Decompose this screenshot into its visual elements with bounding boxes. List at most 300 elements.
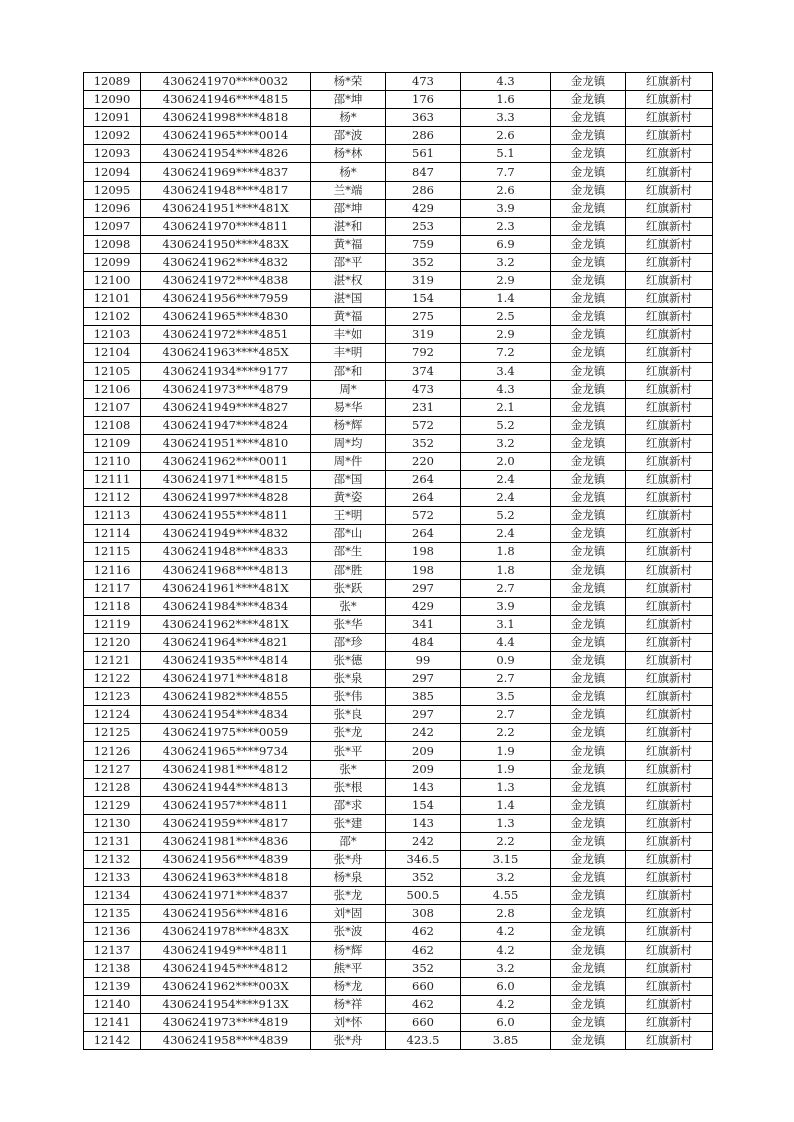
town-cell: 金龙镇	[551, 869, 626, 887]
name-cell: 张*跃	[311, 579, 386, 597]
town-cell: 金龙镇	[551, 941, 626, 959]
serial-number-cell: 12115	[84, 543, 141, 561]
serial-number-cell: 12102	[84, 308, 141, 326]
name-cell: 杨*泉	[311, 869, 386, 887]
amount-cell: 500.5	[386, 887, 461, 905]
town-cell: 金龙镇	[551, 633, 626, 651]
town-cell: 金龙镇	[551, 615, 626, 633]
village-cell: 红旗新村	[626, 471, 713, 489]
serial-number-cell: 12107	[84, 398, 141, 416]
amount-cell: 346.5	[386, 851, 461, 869]
table-row	[84, 778, 713, 796]
id-number-cell: 4306241948****4817	[141, 181, 311, 199]
value-cell: 3.3	[461, 109, 551, 127]
id-number-cell: 4306241950****483X	[141, 235, 311, 253]
serial-number-cell: 12098	[84, 235, 141, 253]
serial-number-cell: 12141	[84, 1013, 141, 1031]
village-cell: 红旗新村	[626, 724, 713, 742]
value-cell: 3.2	[461, 253, 551, 271]
value-cell: 2.4	[461, 489, 551, 507]
town-cell: 金龙镇	[551, 163, 626, 181]
id-number-cell: 4306241954****4826	[141, 145, 311, 163]
table-row	[84, 995, 713, 1013]
amount-cell: 352	[386, 253, 461, 271]
value-cell: 1.9	[461, 760, 551, 778]
town-cell: 金龙镇	[551, 290, 626, 308]
town-cell: 金龙镇	[551, 127, 626, 145]
town-cell: 金龙镇	[551, 507, 626, 525]
village-cell: 红旗新村	[626, 796, 713, 814]
table-row	[84, 272, 713, 290]
serial-number-cell: 12129	[84, 796, 141, 814]
id-number-cell: 4306241971****4815	[141, 471, 311, 489]
table-row	[84, 253, 713, 271]
id-number-cell: 4306241946****4815	[141, 91, 311, 109]
table-row	[84, 832, 713, 850]
amount-cell: 572	[386, 507, 461, 525]
town-cell: 金龙镇	[551, 1013, 626, 1031]
value-cell: 1.8	[461, 561, 551, 579]
town-cell: 金龙镇	[551, 851, 626, 869]
village-cell: 红旗新村	[626, 832, 713, 850]
town-cell: 金龙镇	[551, 326, 626, 344]
name-cell: 张*龙	[311, 887, 386, 905]
name-cell: 熊*平	[311, 959, 386, 977]
value-cell: 4.55	[461, 887, 551, 905]
name-cell: 张*	[311, 760, 386, 778]
name-cell: 丰*如	[311, 326, 386, 344]
value-cell: 7.2	[461, 344, 551, 362]
name-cell: 张*波	[311, 923, 386, 941]
name-cell: 邵*山	[311, 525, 386, 543]
amount-cell: 429	[386, 597, 461, 615]
table-row	[84, 796, 713, 814]
table-row	[84, 380, 713, 398]
amount-cell: 209	[386, 760, 461, 778]
village-cell: 红旗新村	[626, 633, 713, 651]
town-cell: 金龙镇	[551, 597, 626, 615]
value-cell: 4.3	[461, 73, 551, 91]
amount-cell: 198	[386, 561, 461, 579]
table-row	[84, 615, 713, 633]
value-cell: 2.5	[461, 308, 551, 326]
table-row	[84, 326, 713, 344]
value-cell: 2.2	[461, 724, 551, 742]
id-number-cell: 4306241956****7959	[141, 290, 311, 308]
id-number-cell: 4306241947****4824	[141, 416, 311, 434]
serial-number-cell: 12123	[84, 688, 141, 706]
value-cell: 2.6	[461, 127, 551, 145]
amount-cell: 264	[386, 525, 461, 543]
serial-number-cell: 12138	[84, 959, 141, 977]
village-cell: 红旗新村	[626, 91, 713, 109]
name-cell: 邵*胜	[311, 561, 386, 579]
table-row	[84, 489, 713, 507]
amount-cell: 297	[386, 706, 461, 724]
table-row	[84, 73, 713, 91]
village-cell: 红旗新村	[626, 290, 713, 308]
table-row	[84, 290, 713, 308]
amount-cell: 209	[386, 742, 461, 760]
id-number-cell: 4306241982****4855	[141, 688, 311, 706]
amount-cell: 385	[386, 688, 461, 706]
table-row	[84, 652, 713, 670]
town-cell: 金龙镇	[551, 543, 626, 561]
serial-number-cell: 12105	[84, 362, 141, 380]
table-row	[84, 724, 713, 742]
town-cell: 金龙镇	[551, 308, 626, 326]
serial-number-cell: 12093	[84, 145, 141, 163]
value-cell: 4.2	[461, 923, 551, 941]
name-cell: 张*龙	[311, 724, 386, 742]
serial-number-cell: 12131	[84, 832, 141, 850]
amount-cell: 484	[386, 633, 461, 651]
table-row	[84, 869, 713, 887]
value-cell: 4.4	[461, 633, 551, 651]
id-number-cell: 4306241970****4811	[141, 217, 311, 235]
village-cell: 红旗新村	[626, 253, 713, 271]
table-row	[84, 163, 713, 181]
value-cell: 1.3	[461, 814, 551, 832]
name-cell: 王*明	[311, 507, 386, 525]
serial-number-cell: 12125	[84, 724, 141, 742]
town-cell: 金龙镇	[551, 525, 626, 543]
name-cell: 邵*波	[311, 127, 386, 145]
id-number-cell: 4306241955****4811	[141, 507, 311, 525]
value-cell: 5.2	[461, 416, 551, 434]
table-row	[84, 217, 713, 235]
table-row	[84, 688, 713, 706]
table-row	[84, 525, 713, 543]
id-number-cell: 4306241962****4832	[141, 253, 311, 271]
value-cell: 1.9	[461, 742, 551, 760]
value-cell: 3.4	[461, 362, 551, 380]
id-number-cell: 4306241978****483X	[141, 923, 311, 941]
table-row	[84, 597, 713, 615]
name-cell: 黄*福	[311, 308, 386, 326]
amount-cell: 242	[386, 724, 461, 742]
serial-number-cell: 12104	[84, 344, 141, 362]
amount-cell: 308	[386, 905, 461, 923]
village-cell: 红旗新村	[626, 615, 713, 633]
serial-number-cell: 12119	[84, 615, 141, 633]
village-cell: 红旗新村	[626, 1031, 713, 1049]
serial-number-cell: 12099	[84, 253, 141, 271]
id-number-cell: 4306241965****9734	[141, 742, 311, 760]
name-cell: 张*舟	[311, 1031, 386, 1049]
amount-cell: 231	[386, 398, 461, 416]
town-cell: 金龙镇	[551, 832, 626, 850]
serial-number-cell: 12100	[84, 272, 141, 290]
village-cell: 红旗新村	[626, 73, 713, 91]
serial-number-cell: 12128	[84, 778, 141, 796]
value-cell: 2.4	[461, 525, 551, 543]
village-cell: 红旗新村	[626, 851, 713, 869]
amount-cell: 198	[386, 543, 461, 561]
id-number-cell: 4306241959****4817	[141, 814, 311, 832]
village-cell: 红旗新村	[626, 941, 713, 959]
value-cell: 3.2	[461, 869, 551, 887]
village-cell: 红旗新村	[626, 181, 713, 199]
town-cell: 金龙镇	[551, 344, 626, 362]
value-cell: 3.2	[461, 434, 551, 452]
name-cell: 黄*姿	[311, 489, 386, 507]
value-cell: 2.4	[461, 471, 551, 489]
serial-number-cell: 12108	[84, 416, 141, 434]
town-cell: 金龙镇	[551, 778, 626, 796]
table-row	[84, 199, 713, 217]
serial-number-cell: 12135	[84, 905, 141, 923]
name-cell: 兰*端	[311, 181, 386, 199]
village-cell: 红旗新村	[626, 652, 713, 670]
serial-number-cell: 12117	[84, 579, 141, 597]
value-cell: 1.4	[461, 796, 551, 814]
amount-cell: 319	[386, 272, 461, 290]
amount-cell: 253	[386, 217, 461, 235]
name-cell: 杨*林	[311, 145, 386, 163]
village-cell: 红旗新村	[626, 597, 713, 615]
name-cell: 张*建	[311, 814, 386, 832]
table-row	[84, 416, 713, 434]
name-cell: 周*件	[311, 452, 386, 470]
value-cell: 6.0	[461, 977, 551, 995]
amount-cell: 319	[386, 326, 461, 344]
village-cell: 红旗新村	[626, 760, 713, 778]
serial-number-cell: 12106	[84, 380, 141, 398]
table-row	[84, 109, 713, 127]
village-cell: 红旗新村	[626, 742, 713, 760]
name-cell: 邵*和	[311, 362, 386, 380]
village-cell: 红旗新村	[626, 507, 713, 525]
serial-number-cell: 12095	[84, 181, 141, 199]
serial-number-cell: 12127	[84, 760, 141, 778]
value-cell: 1.3	[461, 778, 551, 796]
table-row	[84, 941, 713, 959]
village-cell: 红旗新村	[626, 869, 713, 887]
serial-number-cell: 12096	[84, 199, 141, 217]
village-cell: 红旗新村	[626, 434, 713, 452]
village-cell: 红旗新村	[626, 814, 713, 832]
table-row	[84, 362, 713, 380]
id-number-cell: 4306241969****4837	[141, 163, 311, 181]
id-number-cell: 4306241964****4821	[141, 633, 311, 651]
value-cell: 6.9	[461, 235, 551, 253]
serial-number-cell: 12130	[84, 814, 141, 832]
serial-number-cell: 12110	[84, 452, 141, 470]
table-row	[84, 181, 713, 199]
id-number-cell: 4306241954****4834	[141, 706, 311, 724]
table-row	[84, 670, 713, 688]
amount-cell: 286	[386, 181, 461, 199]
amount-cell: 176	[386, 91, 461, 109]
table-row	[84, 308, 713, 326]
town-cell: 金龙镇	[551, 398, 626, 416]
village-cell: 红旗新村	[626, 977, 713, 995]
id-number-cell: 4306241948****4833	[141, 543, 311, 561]
id-number-cell: 4306241998****4818	[141, 109, 311, 127]
name-cell: 邵*生	[311, 543, 386, 561]
value-cell: 2.9	[461, 272, 551, 290]
serial-number-cell: 12111	[84, 471, 141, 489]
table-row	[84, 91, 713, 109]
village-cell: 红旗新村	[626, 905, 713, 923]
table-row	[84, 543, 713, 561]
name-cell: 邵*坤	[311, 91, 386, 109]
amount-cell: 473	[386, 73, 461, 91]
table-row	[84, 127, 713, 145]
serial-number-cell: 12118	[84, 597, 141, 615]
id-number-cell: 4306241956****4816	[141, 905, 311, 923]
table-row	[84, 814, 713, 832]
amount-cell: 462	[386, 923, 461, 941]
amount-cell: 462	[386, 995, 461, 1013]
id-number-cell: 4306241973****4879	[141, 380, 311, 398]
town-cell: 金龙镇	[551, 471, 626, 489]
table-row	[84, 905, 713, 923]
serial-number-cell: 12136	[84, 923, 141, 941]
id-number-cell: 4306241973****4819	[141, 1013, 311, 1031]
name-cell: 杨*辉	[311, 941, 386, 959]
town-cell: 金龙镇	[551, 73, 626, 91]
town-cell: 金龙镇	[551, 181, 626, 199]
town-cell: 金龙镇	[551, 199, 626, 217]
village-cell: 红旗新村	[626, 543, 713, 561]
name-cell: 湛*和	[311, 217, 386, 235]
name-cell: 刘*固	[311, 905, 386, 923]
name-cell: 张*根	[311, 778, 386, 796]
value-cell: 3.1	[461, 615, 551, 633]
id-number-cell: 4306241951****481X	[141, 199, 311, 217]
name-cell: 刘*怀	[311, 1013, 386, 1031]
id-number-cell: 4306241975****0059	[141, 724, 311, 742]
id-number-cell: 4306241963****485X	[141, 344, 311, 362]
serial-number-cell: 12101	[84, 290, 141, 308]
town-cell: 金龙镇	[551, 561, 626, 579]
id-number-cell: 4306241984****4834	[141, 597, 311, 615]
serial-number-cell: 12142	[84, 1031, 141, 1049]
town-cell: 金龙镇	[551, 742, 626, 760]
amount-cell: 220	[386, 452, 461, 470]
id-number-cell: 4306241981****4812	[141, 760, 311, 778]
id-number-cell: 4306241981****4836	[141, 832, 311, 850]
amount-cell: 473	[386, 380, 461, 398]
village-cell: 红旗新村	[626, 416, 713, 434]
village-cell: 红旗新村	[626, 326, 713, 344]
town-cell: 金龙镇	[551, 959, 626, 977]
village-cell: 红旗新村	[626, 127, 713, 145]
serial-number-cell: 12092	[84, 127, 141, 145]
table-row	[84, 1031, 713, 1049]
name-cell: 杨*荣	[311, 73, 386, 91]
id-number-cell: 4306241958****4839	[141, 1031, 311, 1049]
amount-cell: 759	[386, 235, 461, 253]
serial-number-cell: 12089	[84, 73, 141, 91]
amount-cell: 154	[386, 796, 461, 814]
amount-cell: 275	[386, 308, 461, 326]
town-cell: 金龙镇	[551, 977, 626, 995]
id-number-cell: 4306241962****003X	[141, 977, 311, 995]
value-cell: 1.6	[461, 91, 551, 109]
table-row	[84, 977, 713, 995]
id-number-cell: 4306241965****0014	[141, 127, 311, 145]
serial-number-cell: 12091	[84, 109, 141, 127]
value-cell: 2.8	[461, 905, 551, 923]
table-row	[84, 561, 713, 579]
amount-cell: 660	[386, 977, 461, 995]
village-cell: 红旗新村	[626, 489, 713, 507]
value-cell: 3.9	[461, 199, 551, 217]
table-row	[84, 706, 713, 724]
village-cell: 红旗新村	[626, 995, 713, 1013]
value-cell: 3.9	[461, 597, 551, 615]
name-cell: 杨*祥	[311, 995, 386, 1013]
name-cell: 邵*平	[311, 253, 386, 271]
town-cell: 金龙镇	[551, 887, 626, 905]
serial-number-cell: 12094	[84, 163, 141, 181]
table-row	[84, 145, 713, 163]
value-cell: 1.4	[461, 290, 551, 308]
value-cell: 7.7	[461, 163, 551, 181]
table-row	[84, 507, 713, 525]
name-cell: 张*伟	[311, 688, 386, 706]
table-row	[84, 452, 713, 470]
name-cell: 易*华	[311, 398, 386, 416]
amount-cell: 341	[386, 615, 461, 633]
id-number-cell: 4306241970****0032	[141, 73, 311, 91]
table-row	[84, 742, 713, 760]
amount-cell: 264	[386, 489, 461, 507]
value-cell: 4.2	[461, 995, 551, 1013]
name-cell: 黄*福	[311, 235, 386, 253]
name-cell: 张*德	[311, 652, 386, 670]
id-number-cell: 4306241949****4832	[141, 525, 311, 543]
serial-number-cell: 12114	[84, 525, 141, 543]
id-number-cell: 4306241972****4838	[141, 272, 311, 290]
value-cell: 2.7	[461, 579, 551, 597]
table-row	[84, 579, 713, 597]
village-cell: 红旗新村	[626, 923, 713, 941]
village-cell: 红旗新村	[626, 380, 713, 398]
name-cell: 周*	[311, 380, 386, 398]
village-cell: 红旗新村	[626, 398, 713, 416]
town-cell: 金龙镇	[551, 217, 626, 235]
value-cell: 0.9	[461, 652, 551, 670]
value-cell: 3.15	[461, 851, 551, 869]
serial-number-cell: 12132	[84, 851, 141, 869]
name-cell: 邵*	[311, 832, 386, 850]
value-cell: 5.1	[461, 145, 551, 163]
town-cell: 金龙镇	[551, 923, 626, 941]
village-cell: 红旗新村	[626, 959, 713, 977]
village-cell: 红旗新村	[626, 362, 713, 380]
serial-number-cell: 12113	[84, 507, 141, 525]
village-cell: 红旗新村	[626, 272, 713, 290]
id-number-cell: 4306241934****9177	[141, 362, 311, 380]
town-cell: 金龙镇	[551, 995, 626, 1013]
name-cell: 张*良	[311, 706, 386, 724]
table-row	[84, 923, 713, 941]
name-cell: 湛*国	[311, 290, 386, 308]
table-row	[84, 235, 713, 253]
id-number-cell: 4306241956****4839	[141, 851, 311, 869]
amount-cell: 423.5	[386, 1031, 461, 1049]
id-number-cell: 4306241949****4811	[141, 941, 311, 959]
id-number-cell: 4306241965****4830	[141, 308, 311, 326]
id-number-cell: 4306241951****4810	[141, 434, 311, 452]
amount-cell: 847	[386, 163, 461, 181]
table-row	[84, 887, 713, 905]
amount-cell: 297	[386, 579, 461, 597]
